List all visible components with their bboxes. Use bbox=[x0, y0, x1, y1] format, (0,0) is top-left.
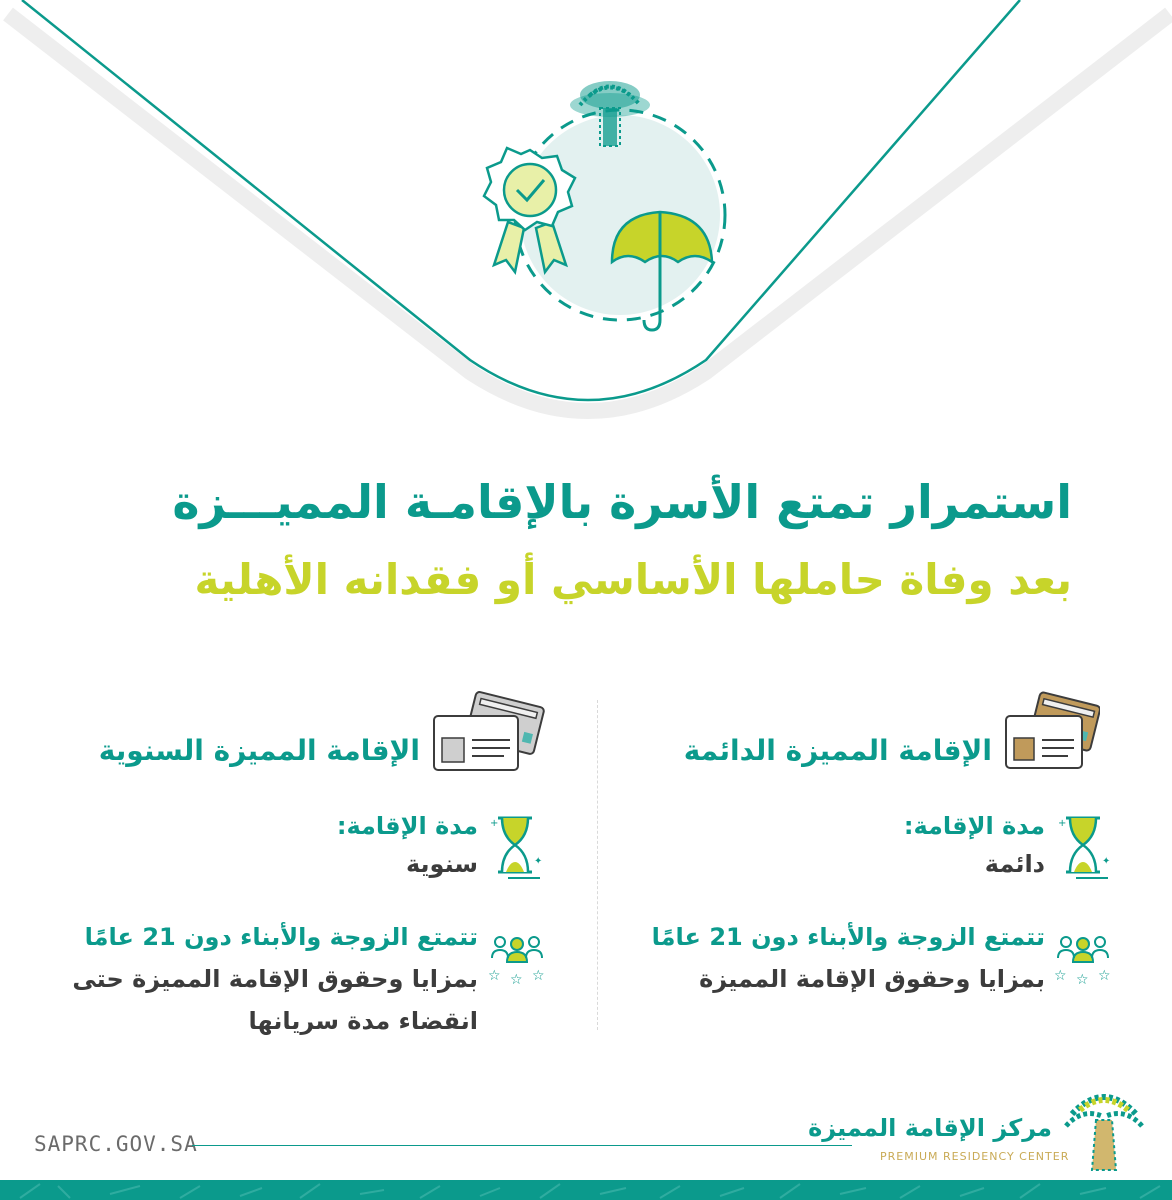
page-subtitle: بعد وفاة حاملها الأساسي أو فقدانه الأهلية bbox=[194, 555, 1072, 604]
annual-benefit-highlight: تتمتع الزوجة والأبناء دون 21 عامًا bbox=[84, 923, 478, 951]
hourglass-icon bbox=[488, 812, 544, 880]
svg-text:+: + bbox=[490, 818, 499, 829]
permanent-benefit-highlight: تتمتع الزوجة والأبناء دون 21 عامًا bbox=[651, 923, 1045, 951]
footer-divider bbox=[192, 1145, 852, 1146]
palm-logo-icon bbox=[1062, 1080, 1146, 1174]
svg-text:✦: ✦ bbox=[534, 856, 543, 867]
page-title: استمرار تمتع الأسرة بالإقامـة المميـــزة bbox=[172, 475, 1072, 529]
permanent-residency-title: الإقامة المميزة الدائمة bbox=[683, 734, 992, 767]
hourglass-icon bbox=[1056, 812, 1112, 880]
permanent-duration-value: دائمة bbox=[984, 850, 1045, 878]
silver-residency-card-icon bbox=[430, 690, 548, 776]
svg-text:☆: ☆ bbox=[532, 968, 545, 984]
permanent-benefit-text: بمزايا وحقوق الإقامة المميزة bbox=[699, 965, 1045, 993]
logo-english-text: PREMIUM RESIDENCY CENTER bbox=[880, 1150, 1070, 1163]
permanent-duration-label: مدة الإقامة: bbox=[903, 812, 1045, 840]
logo-arabic-text: مركز الإقامة المميزة bbox=[808, 1114, 1052, 1142]
website-url[interactable]: SAPRC.GOV.SA bbox=[34, 1132, 198, 1156]
annual-benefit-text-line1: بمزايا وحقوق الإقامة المميزة حتى bbox=[72, 965, 478, 993]
svg-text:☆: ☆ bbox=[1098, 968, 1111, 984]
family-stars-icon bbox=[484, 926, 550, 988]
svg-text:☆: ☆ bbox=[510, 972, 523, 988]
footer-band bbox=[0, 1180, 1172, 1200]
annual-benefit-text-line2: انقضاء مدة سريانها bbox=[248, 1007, 478, 1035]
hero-illustration bbox=[0, 0, 1172, 420]
svg-text:☆: ☆ bbox=[488, 968, 501, 984]
svg-text:✦: ✦ bbox=[1102, 856, 1111, 867]
annual-residency-title: الإقامة المميزة السنوية bbox=[98, 734, 420, 767]
column-divider bbox=[597, 700, 598, 1030]
gold-residency-card-icon bbox=[1002, 690, 1100, 776]
annual-duration-label: مدة الإقامة: bbox=[336, 812, 478, 840]
family-stars-icon bbox=[1050, 926, 1116, 988]
svg-text:+: + bbox=[1058, 818, 1067, 829]
svg-text:☆: ☆ bbox=[1054, 968, 1067, 984]
svg-text:☆: ☆ bbox=[1076, 972, 1089, 988]
annual-duration-value: سنوية bbox=[405, 850, 478, 878]
